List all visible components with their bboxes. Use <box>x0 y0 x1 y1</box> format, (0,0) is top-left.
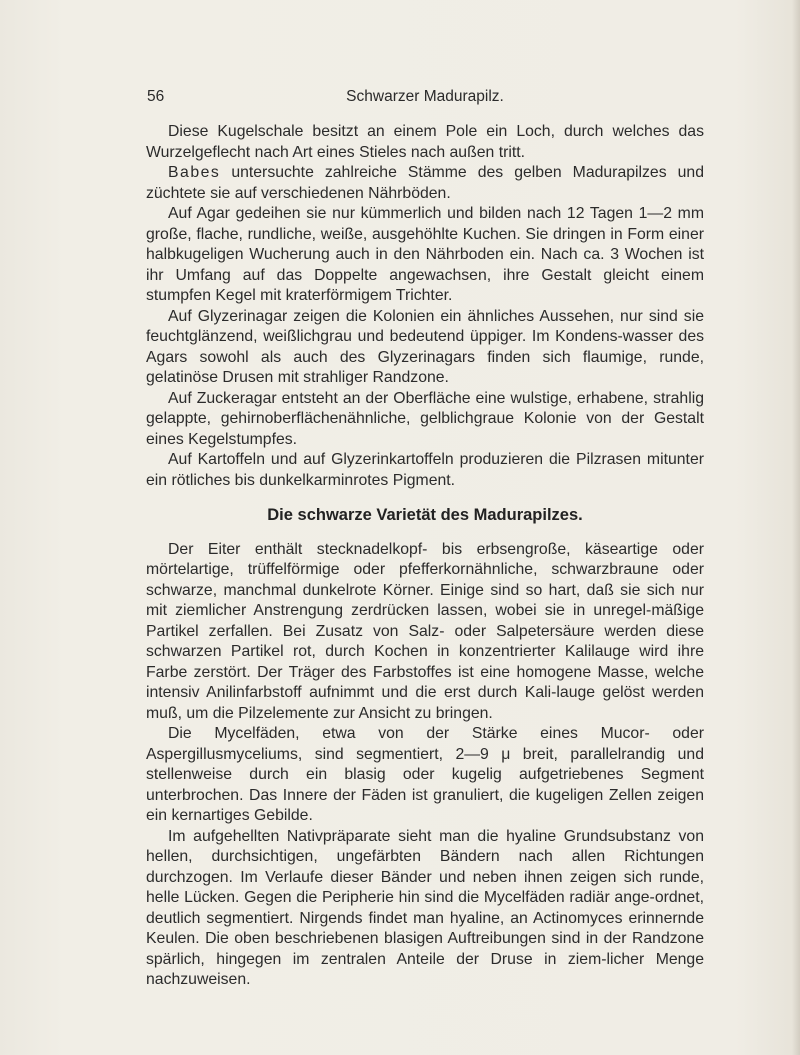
paragraph <box>146 163 704 204</box>
paragraph: Diese Kugelschale besitzt an einem Pole ein Loch, durch welches das Wurzelgeflecht nach Art eines Stieles nach außen tritt. <box>146 123 704 161</box>
paragraph-text: untersuchte zahlreiche Stämme des gelben Madurapilzes und züchtete sie auf verschiedenen Nährböden. <box>146 164 704 202</box>
paragraph: Die Mycelfäden, etwa von der Stärke eines Mucor- oder Aspergillusmyceliums, sind segmentiert, 2—9 μ breit, parallelrandig und stellenweise durch ein blasig oder kugelig aufgetriebenes Segment unterbrochen. Das Innere der Fäden ist granuliert, die kugeligen Zellen zeigen ein kernartiges Gebilde. <box>146 725 704 824</box>
paragraph: Auf Glyzerinagar zeigen die Kolonien ein ähnliches Aussehen, nur sind sie feuchtglänzend, weißlichgrau und bedeutend üppiger. Im Kondens-wasser des Agars sowohl als auch des Glyzerinagars finden sich flaumige, runde, gelatinöse Drusen mit strahliger Randzone. <box>146 307 704 386</box>
paragraph: Auf Kartoffeln und auf Glyzerinkartoffeln produzieren die Pilzrasen mitunter ein rötliches bis dunkelkarminrotes Pigment. <box>146 451 704 489</box>
page-body <box>146 122 704 991</box>
running-title: Schwarzer Madurapilz. <box>346 88 504 105</box>
page-number: 56 <box>147 88 165 105</box>
paragraph: Auf Zuckeragar entsteht an der Oberfläche eine wulstige, erhabene, strahlig gelappte, gehirnoberflächenähnliche, gelblichgraue Kolonie von der Gestalt eines Kegelstumpfes. <box>146 389 704 448</box>
paragraph: Der Eiter enthält stecknadelkopf- bis erbsengroße, käseartige oder mörtelartige, trüffelförmige oder pfefferkornähnliche, schwarzbraune oder schwarze, manchmal dunkelrote Körner. Einige sind so hart, daß sie sich nur mit ziemlicher Anstrengung zerdrücken lassen, wobei sie in unregel-mäßige Partikel zerfallen. Bei Zusatz von Salz- oder Salpetersäure werden diese schwarzen Partikel rot, durch Kochen in konzentrierter Kalilauge wird ihre Farbe zerstört. Der Träger des Farbstoffes ist eine homogene Masse, welche intensiv Anilinfarbstoff aufnimmt und die erst durch Kali-lauge gelöst werden muß, um die Pilzelemente zur Ansicht zu bringen. <box>146 540 704 722</box>
page-edge-shadow <box>792 0 800 1055</box>
paragraph: Auf Agar gedeihen sie nur kümmerlich und bilden nach 12 Tagen 1—2 mm große, flache, rundliche, weiße, ausgehöhlte Kuchen. Sie dringen in Form einer halbkugeligen Wucherung auch in den Nährboden ein. Nach ca. 3 Wochen ist ihr Umfang auf das Doppelte angewachsen, ihre Gestalt gleicht einem stumpfen Kegel mit kraterförmigem Trichter. <box>146 205 704 304</box>
paragraph: Im aufgehellten Nativpräparate sieht man die hyaline Grundsubstanz von hellen, durchsichtigen, ungefärbten Bändern nach allen Richtungen durchzogen. Im Verlaufe dieser Bänder und neben ihnen zeigen sich runde, helle Lücken. Gegen die Peripherie hin sind die Mycelfäden radiär ange-ordnet, deutlich segmentiert. Nirgends findet man hyaline, an Actinomyces erinnernde Keulen. Die oben beschriebenen blasigen Auftreibungen sind in der Randzone spärlich, hingegen im zentralen Anteile der Druse in ziem-licher Menge nachzuweisen. <box>146 827 704 988</box>
running-header <box>147 88 703 108</box>
author-name: Babes <box>168 164 221 181</box>
section-heading: Die schwarze Varietät des Madurapilzes. <box>267 506 583 524</box>
